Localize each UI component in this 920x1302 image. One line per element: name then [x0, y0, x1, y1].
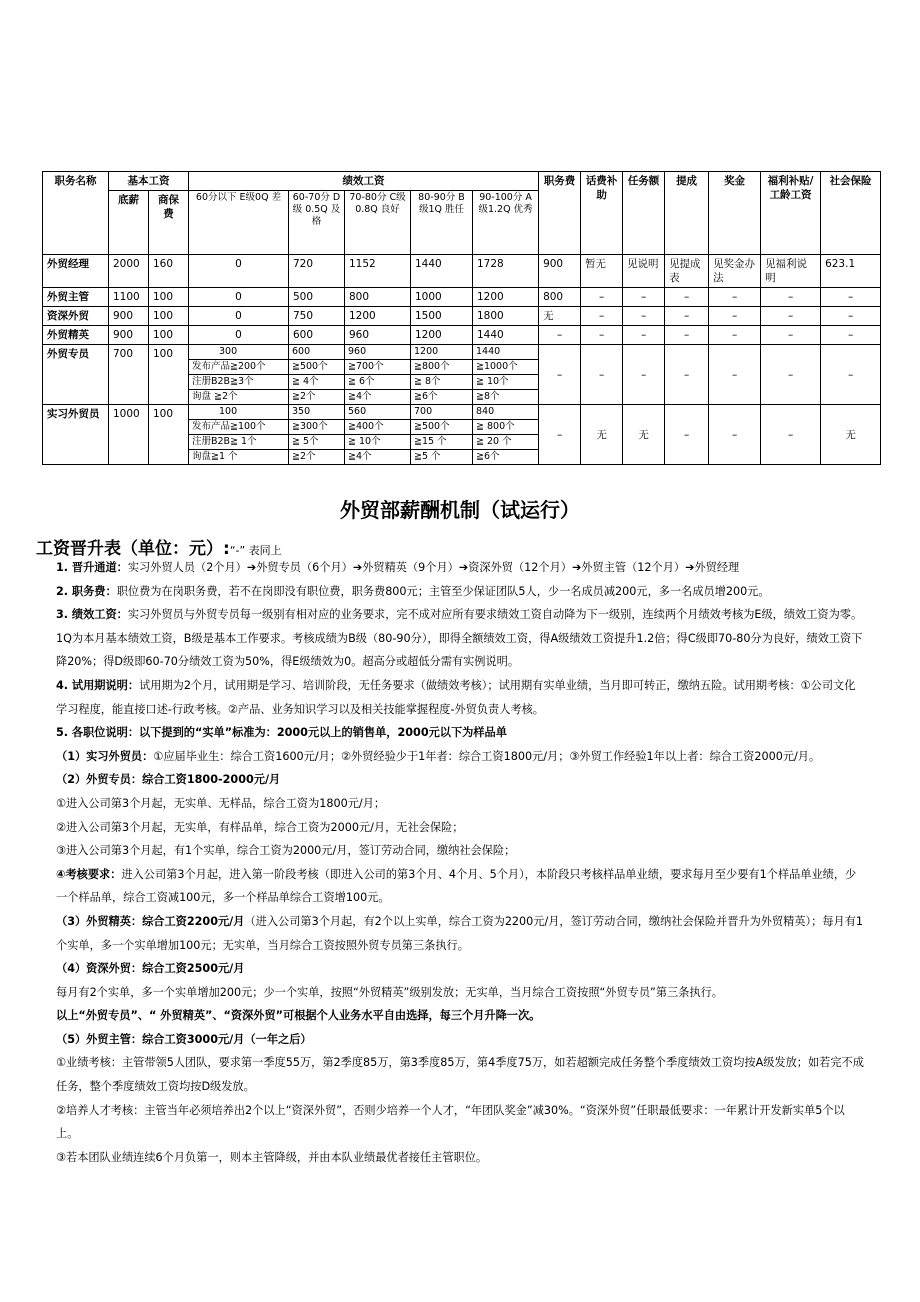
- paragraph-text: 实习外贸员与外贸专员每一级别有相对应的业务要求，完不成对应所有要求绩效工资自动降为下一级别，连续两个月绩效考核为E级，绩效工资为零。1Q为本月基本绩效工资，B级是基本工作要求。考核成绩为B级（80-90分），即得全额绩效工资，得A级绩效工资提升1.2倍；得C级即70-80分为良好，绩效工资下降20%；得D级即60-70分绩效工资为50%，得E级绩效为0。超高分或超低分需有实例说明。: [56, 608, 863, 669]
- paragraph-text: 进入公司第3个月起，进入第一阶段考核（即进入公司的第3个月、4个月、5个月），本阶段只考核样品单业绩，要求每月至少要有1个样品单业绩，少一个样品单，综合工资减100元，多一个样品单综合工资增100元。: [56, 867, 857, 905]
- cell-task: –: [623, 288, 665, 307]
- paragraph-label: （1）实习外贸员：: [56, 749, 154, 763]
- cell-duty: 无: [539, 307, 581, 326]
- header-grade-c: 70-80分 C级0.8Q 良好: [345, 191, 411, 255]
- cell-grade: 0: [189, 307, 289, 326]
- cell-meal: 100: [149, 326, 189, 345]
- cell-grade: 1200: [411, 326, 473, 345]
- cell-req: ≧ 6个: [345, 375, 411, 390]
- cell-commission: –: [665, 345, 709, 405]
- cell-req: 询盘≧1 个: [189, 450, 289, 465]
- cell-req: ≧ 4个: [289, 375, 345, 390]
- cell-grade: 1200: [411, 345, 473, 360]
- paragraph: [56, 792, 864, 816]
- cell-task: –: [623, 326, 665, 345]
- section-note: “-” 表同上: [229, 544, 282, 557]
- cell-phone: –: [581, 345, 623, 405]
- paragraph: [56, 957, 864, 981]
- cell-welfare: –: [761, 288, 821, 307]
- paragraph-text: ①应届毕业生：综合工资1600元/月；②外贸经验少于1年者：综合工资1800元/月；③外贸工作经验1年以上者：综合工资2000元/月。: [153, 749, 821, 763]
- paragraph-label: 1. 晋升通道：: [56, 561, 128, 574]
- table-row: [43, 307, 881, 326]
- paragraph-text: （进入公司第3个月起，有2个以上实单，综合工资为2200元/月，签订劳动合同，缴纳社会保险并晋升为外贸精英）；每月有1个实单，多一个实单增加100元；无实单，当月综合工资按照外贸专员第三条执行。: [56, 914, 864, 952]
- cell-req: ≧ 20 个: [473, 435, 539, 450]
- paragraph: [56, 1004, 864, 1028]
- document-title: 外贸部薪酬机制（试运行）: [340, 498, 580, 522]
- table-row-intern: [43, 405, 881, 420]
- paragraph: [56, 1051, 864, 1098]
- paragraph-text: ③进入公司第3个月起，有1个实单，综合工资为2000元/月，签订劳动合同，缴纳社会保险；: [56, 844, 516, 858]
- cell-duty: –: [539, 345, 581, 405]
- header-grade-a: 90-100分 A级1.2Q 优秀: [473, 191, 539, 255]
- cell-duty: –: [539, 405, 581, 465]
- cell-task: 无: [623, 405, 665, 465]
- cell-base: 2000: [109, 255, 149, 288]
- cell-req: ≧ 8个: [411, 375, 473, 390]
- cell-req: ≧500个: [289, 360, 345, 375]
- cell-req: ≧8个: [473, 390, 539, 405]
- cell-task: –: [623, 345, 665, 405]
- cell-welfare: –: [761, 405, 821, 465]
- paragraph: [56, 1099, 864, 1146]
- paragraph: [56, 1146, 864, 1170]
- cell-req: ≧ 800个: [473, 420, 539, 435]
- cell-req: 发布产品≧100个: [189, 420, 289, 435]
- cell-grade: 350: [289, 405, 345, 420]
- row-name: 外贸专员: [43, 345, 109, 405]
- cell-bonus: –: [709, 326, 761, 345]
- cell-grade: 1440: [411, 255, 473, 288]
- cell-req: ≧800个: [411, 360, 473, 375]
- paragraph-text: ②培养人才考核：主管当年必须培养出2个以上“资深外贸”，否则少培养一个人才，“年团队奖金”减30%。“资深外贸”任职最低要求：一年累计开发新实单5个以上。: [56, 1103, 845, 1141]
- cell-req: ≧2个: [289, 390, 345, 405]
- cell-grade: 100: [189, 405, 289, 420]
- cell-welfare: –: [761, 345, 821, 405]
- header-basic-salary: 基本工资: [109, 172, 189, 191]
- cell-welfare: –: [761, 307, 821, 326]
- cell-welfare: 见福利说明: [761, 255, 821, 288]
- paragraph: [56, 981, 864, 1005]
- paragraph-text: 职位费为在岗职务费，若不在岗即没有职位费，职务费800元；主管至少保证团队5人，少一名成员减200元，多一名成员增200元。: [116, 584, 770, 598]
- cell-social: 623.1: [821, 255, 881, 288]
- header-grade-b: 80-90分 B级1Q 胜任: [411, 191, 473, 255]
- cell-req: ≧ 10个: [473, 375, 539, 390]
- cell-meal: 100: [149, 307, 189, 326]
- cell-bonus: –: [709, 307, 761, 326]
- paragraph: [56, 863, 864, 910]
- cell-commission: 见提成表: [665, 255, 709, 288]
- cell-req: ≧5 个: [411, 450, 473, 465]
- cell-grade: 1440: [473, 326, 539, 345]
- cell-phone: 无: [581, 405, 623, 465]
- header-grade-e: 60分以下 E级0Q 差: [189, 191, 289, 255]
- cell-social: –: [821, 288, 881, 307]
- paragraph-label: 2. 职务费：: [56, 584, 117, 598]
- header-phone: 话费补助: [581, 172, 623, 255]
- cell-duty: 800: [539, 288, 581, 307]
- cell-base: 900: [109, 326, 149, 345]
- cell-grade: 1152: [345, 255, 411, 288]
- cell-phone: –: [581, 288, 623, 307]
- cell-grade: 750: [289, 307, 345, 326]
- cell-req: ≧ 10个: [345, 435, 411, 450]
- cell-grade: 1500: [411, 307, 473, 326]
- document-body: [56, 556, 864, 1169]
- salary-table: [42, 171, 881, 465]
- table-row: [43, 326, 881, 345]
- header-position: 职务名称: [43, 172, 109, 255]
- paragraph-label: 4. 试用期说明：: [56, 678, 140, 692]
- paragraph-text: （5）外贸主管：综合工资3000元/月（一年之后）: [56, 1032, 312, 1046]
- cell-base: 1100: [109, 288, 149, 307]
- cell-bonus: –: [709, 345, 761, 405]
- paragraph-text: （2）外贸专员：综合工资1800-2000元/月: [56, 773, 281, 787]
- cell-grade: 560: [345, 405, 411, 420]
- paragraph-text: 试用期为2个月，试用期是学习、培训阶段，无任务要求（做绩效考核）；试用期有实单业绩，当月即可转正，缴纳五险。试用期考核：①公司文化学习程度，能直接口述-行政考核。②产品、业务知识学习以及相关技能掌握程度-外贸负责人考核。: [56, 678, 856, 716]
- row-name: 外贸主管: [43, 288, 109, 307]
- paragraph-text: 5. 各职位说明：以下提到的“实单”标准为：2000元以上的销售单，2000元以下为样品单: [56, 726, 507, 740]
- cell-req: ≧2个: [289, 450, 345, 465]
- cell-req: ≧6个: [411, 390, 473, 405]
- cell-welfare: –: [761, 326, 821, 345]
- row-name: 外贸经理: [43, 255, 109, 288]
- cell-meal: 100: [149, 345, 189, 405]
- cell-req: ≧700个: [345, 360, 411, 375]
- cell-grade: 700: [411, 405, 473, 420]
- header-performance: 绩效工资: [189, 172, 539, 191]
- paragraph-text: 实习外贸人员（2个月）➔外贸专员（6个月）➔外贸精英（9个月）➔资深外贸（12个月）➔外贸主管（12个月）➔外贸经理: [127, 561, 740, 574]
- cell-grade: 1728: [473, 255, 539, 288]
- paragraph: [56, 674, 864, 721]
- cell-grade: 720: [289, 255, 345, 288]
- paragraph-text: （4）资深外贸：综合工资2500元/月: [56, 962, 245, 976]
- header-row-1: [43, 172, 881, 191]
- cell-req: ≧1000个: [473, 360, 539, 375]
- cell-duty: –: [539, 326, 581, 345]
- table-row: [43, 288, 881, 307]
- cell-bonus: –: [709, 288, 761, 307]
- header-meal: 商保费: [149, 191, 189, 255]
- cell-bonus: –: [709, 405, 761, 465]
- header-welfare: 福利补贴/工龄工资: [761, 172, 821, 255]
- cell-req: ≧15 个: [411, 435, 473, 450]
- paragraph: [56, 580, 864, 604]
- row-name: 外贸精英: [43, 326, 109, 345]
- cell-req: ≧400个: [345, 420, 411, 435]
- paragraph-text: 以上“外贸专员”、“ 外贸精英”、“资深外贸”可根据个人业务水平自由选择，每三个月升降一次。: [56, 1009, 541, 1023]
- cell-grade: 600: [289, 326, 345, 345]
- paragraph-text: ①业绩考核：主管带领5人团队，要求第一季度55万，第2季度85万，第3季度85万，第4季度75万，如若超额完成任务整个季度绩效工资均按A级发放；如若完不成任务，整个季度绩效工资均按D级发放。: [56, 1056, 864, 1094]
- cell-grade: 0: [189, 326, 289, 345]
- cell-grade: 960: [345, 326, 411, 345]
- paragraph-label: 3. 绩效工资：: [56, 608, 128, 622]
- paragraph-text: 每月有2个实单，多一个实单增加200元；少一个实单，按照“外贸精英”级别发放；无实单，当月综合工资按照“外贸专员”第三条执行。: [56, 985, 723, 999]
- cell-grade: 0: [189, 288, 289, 307]
- cell-social: 无: [821, 405, 881, 465]
- cell-grade: 1200: [345, 307, 411, 326]
- paragraph: [56, 556, 864, 580]
- section-title-text: 工资晋升表（单位：元）:: [36, 539, 230, 559]
- cell-bonus: 见奖金办法: [709, 255, 761, 288]
- cell-grade: 300: [189, 345, 289, 360]
- cell-req: ≧4个: [345, 390, 411, 405]
- cell-social: –: [821, 326, 881, 345]
- header-bonus: 奖金: [709, 172, 761, 255]
- paragraph-label: ④考核要求：: [56, 867, 122, 881]
- cell-req: ≧300个: [289, 420, 345, 435]
- cell-grade: 500: [289, 288, 345, 307]
- cell-req: ≧6个: [473, 450, 539, 465]
- cell-req: 注册B2B≧ 1个: [189, 435, 289, 450]
- cell-base: 1000: [109, 405, 149, 465]
- header-commission: 提成: [665, 172, 709, 255]
- table-row-specialist: [43, 345, 881, 360]
- cell-grade: 1200: [473, 288, 539, 307]
- cell-commission: –: [665, 307, 709, 326]
- cell-req: ≧500个: [411, 420, 473, 435]
- cell-phone: –: [581, 307, 623, 326]
- cell-task: 见说明: [623, 255, 665, 288]
- paragraph: [56, 603, 864, 674]
- cell-req: 发布产品≧200个: [189, 360, 289, 375]
- row-name: 实习外贸员: [43, 405, 109, 465]
- cell-social: –: [821, 307, 881, 326]
- paragraph: [56, 816, 864, 840]
- cell-phone: –: [581, 326, 623, 345]
- paragraph: [56, 768, 864, 792]
- paragraph-label: （3）外贸精英：综合工资2200元/月: [56, 914, 245, 928]
- cell-grade: 600: [289, 345, 345, 360]
- cell-grade: 800: [345, 288, 411, 307]
- cell-commission: –: [665, 405, 709, 465]
- cell-social: –: [821, 345, 881, 405]
- header-duty-fee: 职务费: [539, 172, 581, 255]
- cell-grade: 1800: [473, 307, 539, 326]
- cell-grade: 840: [473, 405, 539, 420]
- cell-grade: 1000: [411, 288, 473, 307]
- cell-req: 注册B2B≧3个: [189, 375, 289, 390]
- cell-commission: –: [665, 326, 709, 345]
- cell-commission: –: [665, 288, 709, 307]
- cell-meal: 100: [149, 405, 189, 465]
- cell-grade: 1440: [473, 345, 539, 360]
- cell-req: ≧4个: [345, 450, 411, 465]
- header-task: 任务额: [623, 172, 665, 255]
- paragraph: [56, 1028, 864, 1052]
- cell-base: 700: [109, 345, 149, 405]
- cell-meal: 100: [149, 288, 189, 307]
- paragraph-text: ②进入公司第3个月起，无实单，有样品单，综合工资为2000元/月，无社会保险；: [56, 820, 464, 834]
- paragraph: [56, 839, 864, 863]
- cell-base: 900: [109, 307, 149, 326]
- row-name: 资深外贸: [43, 307, 109, 326]
- paragraph: [56, 721, 864, 745]
- cell-meal: 160: [149, 255, 189, 288]
- paragraph: [56, 745, 864, 769]
- paragraph-text: ①进入公司第3个月起，无实单、无样品，综合工资为1800元/月；: [56, 796, 386, 810]
- paragraph: [56, 910, 864, 957]
- header-grade-d: 60-70分 D级 0.5Q 及格: [289, 191, 345, 255]
- cell-phone: 暂无: [581, 255, 623, 288]
- paragraph-text: ③若本团队业绩连续6个月负第一，则本主管降级，并由本队业绩最优者接任主管职位。: [56, 1150, 488, 1164]
- table-row: [43, 255, 881, 288]
- cell-req: 询盘 ≧2个: [189, 390, 289, 405]
- cell-duty: 900: [539, 255, 581, 288]
- cell-grade: 960: [345, 345, 411, 360]
- header-base: 底薪: [109, 191, 149, 255]
- cell-req: ≧ 5个: [289, 435, 345, 450]
- header-social: 社会保险: [821, 172, 881, 255]
- cell-grade: 0: [189, 255, 289, 288]
- cell-task: –: [623, 307, 665, 326]
